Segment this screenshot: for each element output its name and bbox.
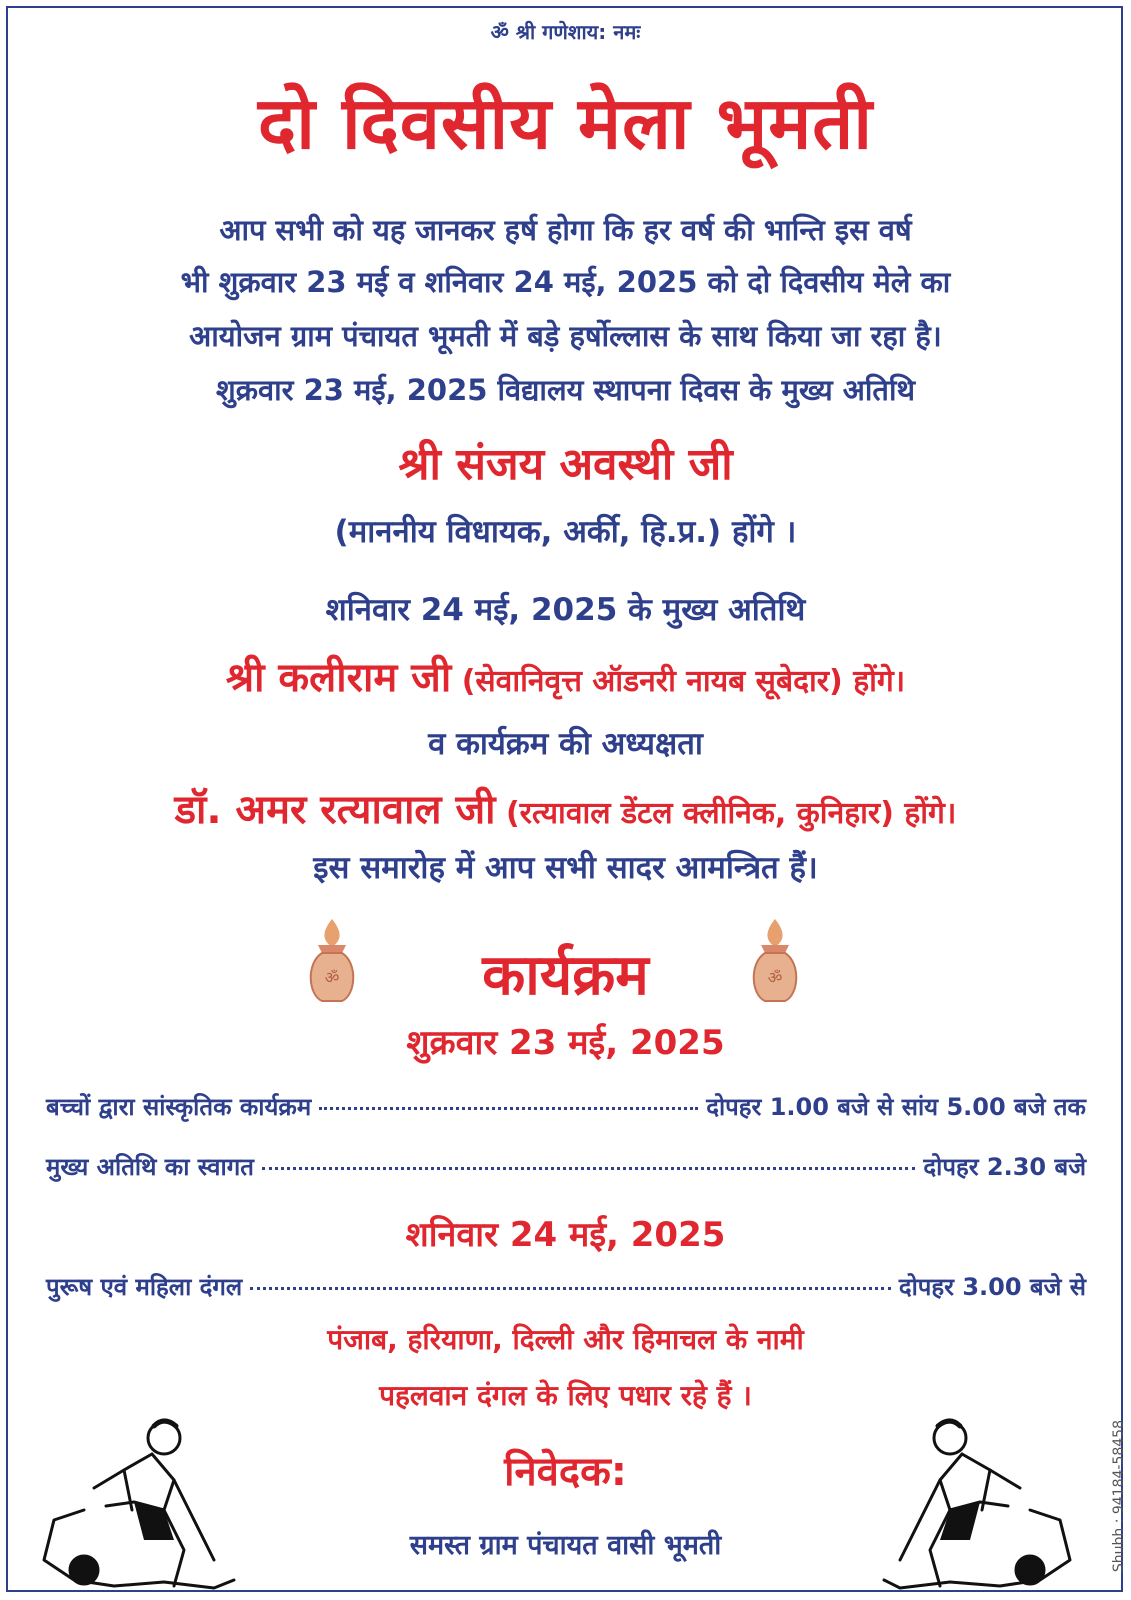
printer-credit: Shubh : 94184-58458 <box>1111 1420 1127 1573</box>
intro-line-4: शुक्रवार 23 मई, 2025 विद्यालय स्थापना दिवस के मुख्य अतिथि <box>215 373 916 407</box>
intro-line-3: आयोजन ग्राम पंचायत भूमती में बड़े हर्षोल्लास के साथ किया जा रहा है। <box>189 319 942 353</box>
invocation: ॐ श्री गणेशाय: नमः <box>490 20 641 44</box>
dot-leader <box>250 1287 891 1290</box>
day1-date: शुक्रवार 23 मई, 2025 <box>406 1023 725 1063</box>
day2-date: शनिवार 24 मई, 2025 <box>405 1215 726 1255</box>
wrestlers-illustration-right <box>880 1410 1110 1600</box>
petitioner: समस्त ग्राम पंचायत वासी भूमती <box>409 1530 722 1561</box>
guest2-designation: (सेवानिवृत्त ऑडनरी नायब सूबेदार) होंगे। <box>461 664 906 699</box>
dot-leader <box>262 1167 916 1170</box>
wrestlers-illustration-left <box>14 1410 244 1600</box>
guest3-line <box>0 780 1131 835</box>
program-title: कार्यक्रम <box>482 943 649 1008</box>
dot-leader <box>319 1107 698 1110</box>
guest3-name: डॉ. अमर रत्यावाल जी <box>174 787 496 833</box>
guest3-designation: (रत्यावाल डेंटल क्लीनिक, कुनिहार) होंगे। <box>505 796 957 831</box>
schedule-row <box>46 1090 1086 1123</box>
schedule-time: दोपहर 3.00 बजे से <box>898 1273 1086 1301</box>
day2-guest-heading: शनिवार 24 मई, 2025 के मुख्य अतिथि <box>325 592 806 628</box>
svg-text:ॐ: ॐ <box>767 968 783 987</box>
presidency-heading: व कार्यक्रम की अध्यक्षता <box>428 726 703 762</box>
schedule-row <box>46 1150 1086 1183</box>
wrestlers-note-1: पंजाब, हरियाणा, दिल्ली और हिमाचल के नामी <box>327 1323 804 1356</box>
intro-line-1: आप सभी को यह जानकर हर्ष होगा कि हर वर्ष की भान्ति इस वर्ष <box>219 213 912 247</box>
svg-text:ॐ: ॐ <box>324 968 340 987</box>
schedule-row <box>46 1270 1086 1303</box>
guest1-name: श्री संजय अवस्थी जी <box>398 439 733 490</box>
schedule-time: दोपहर 1.00 बजे से सांय 5.00 बजे तक <box>706 1093 1086 1121</box>
schedule-event: मुख्य अतिथि का स्वागत <box>46 1153 254 1181</box>
guest2-name: श्री कलीराम जी <box>225 655 452 701</box>
intro-line-2: भी शुक्रवार 23 मई व शनिवार 24 मई, 2025 को दो दिवसीय मेले का <box>180 265 951 299</box>
schedule-event: पुरूष एवं महिला दंगल <box>46 1273 243 1301</box>
wrestlers-note-2: पहलवान दंगल के लिए पधार रहे हैं । <box>379 1379 752 1412</box>
page-title: दो दिवसीय मेला भूमती <box>258 81 873 165</box>
schedule-time: दोपहर 2.30 बजे <box>923 1153 1086 1181</box>
invitation-text: इस समारोह में आप सभी सादर आमन्त्रित हैं। <box>313 850 818 886</box>
petitioner-label: निवेदक: <box>504 1449 627 1495</box>
guest1-designation: (माननीय विधायक, अर्की, हि.प्र.) होंगे । <box>334 514 797 550</box>
schedule-event: बच्चों द्वारा सांस्कृतिक कार्यक्रम <box>46 1093 312 1121</box>
guest2-line <box>0 648 1131 703</box>
